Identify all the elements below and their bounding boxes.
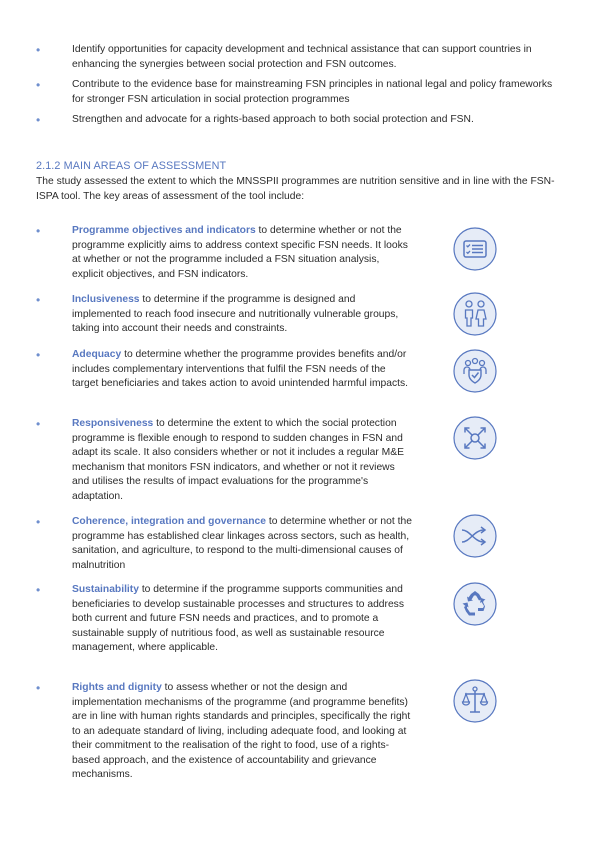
bullet-dot: • — [36, 417, 41, 431]
bullet-text: Contribute to the evidence base for mainstreaming FSN principles in national legal and policy frameworks for stronger FSN articulation in social protection programmes — [72, 79, 553, 105]
assessment-name: Inclusiveness — [72, 294, 140, 305]
bullet-dot: • — [36, 515, 41, 529]
assessment-name: Sustainability — [72, 584, 139, 595]
section-heading: 2.1.2 MAIN AREAS OF ASSESSMENT — [36, 160, 227, 172]
assessment-text — [72, 293, 412, 337]
assessment-text — [72, 348, 412, 392]
assessment-name: Programme objectives and indicators — [72, 225, 256, 236]
crossing-arrows-icon — [452, 513, 498, 559]
scales-icon — [452, 678, 498, 724]
recycle-icon — [452, 581, 498, 627]
bullet-dot: • — [36, 293, 41, 307]
bullet-dot: • — [36, 348, 41, 362]
assessment-text — [72, 583, 412, 656]
expand-arrows-icon — [452, 415, 498, 461]
assessment-description: to determine whether or not the programme has established clear linkages across sectors, such as health, sanitation, and agriculture, to respond to the multi-dimensional causes of malnutrition — [72, 516, 412, 571]
bullet-dot: • — [36, 43, 41, 57]
assessment-description: to determine whether the programme provides benefits and/or includes complementary interventions that fulfil the FSN needs of the target beneficiaries and takes action to avoid unintended harmful impacts. — [72, 349, 408, 389]
bullet-text: Strengthen and advocate for a rights-based approach to both social protection and FSN. — [72, 114, 474, 125]
assessment-name: Rights and dignity — [72, 682, 162, 693]
assessment-text — [72, 224, 412, 282]
bullet-dot: • — [36, 681, 41, 695]
bullet-dot: • — [36, 583, 41, 597]
assessment-description: to determine if the programme supports communities and beneficiaries to develop sustainable processes and structures to address both current and future FSN needs and practices, and to promote a sustainable supply of nutritious food, as well as sustainable resource management, where applicable. — [72, 584, 404, 653]
assessment-text — [72, 515, 412, 573]
assessment-description: to determine whether or not the programme explicitly aims to address context specific FSN needs. It looks at whether or not the programme included a FSN situation analysis, explicit objectives, and FSN indicators. — [72, 225, 408, 280]
assessment-description: to assess whether or not the design and implementation mechanisms of the programme (and programme benefits) are in line with human rights standards and principles, specifically the right to an adequate standard of living, including adequate food, and looking at their commitment to the realisation of the right to food, use of a rights-based approach, and the existence of accountability and grievance mechanisms. — [72, 682, 411, 780]
assessment-description: to determine the extent to which the social protection programme is flexible enough to respond to sudden changes in FSN and adapt its scale. It also considers whether or not it includes a regular M&E mechanism that monitors FSN indicators, and whether or not it reviews and utilises the results of impact evaluations for the programme's adaptation. — [72, 418, 404, 502]
bullet-dot: • — [36, 224, 41, 238]
bullet-dot: • — [36, 113, 41, 127]
people-icon — [452, 291, 498, 337]
assessment-name: Adequacy — [72, 349, 122, 360]
group-check-icon — [452, 348, 498, 394]
assessment-text — [72, 681, 412, 783]
section-intro: The study assessed the extent to which the MNSSPII programmes are nutrition sensitive and in line with the FSN-ISPA tool. The key areas of assessment of the tool include: — [36, 176, 555, 202]
bullet-dot: • — [36, 78, 41, 92]
assessment-name: Coherence, integration and governance — [72, 516, 266, 527]
checklist-icon — [452, 226, 498, 272]
bullet-text: Identify opportunities for capacity development and technical assistance that can support countries in enhancing the synergies between social protection and FSN outcomes. — [72, 44, 532, 70]
assessment-name: Responsiveness — [72, 418, 154, 429]
assessment-description: to determine if the programme is designed and implemented to reach food insecure and nutritionally vulnerable groups, taking into account their needs and constraints. — [72, 294, 399, 334]
assessment-text — [72, 417, 412, 504]
